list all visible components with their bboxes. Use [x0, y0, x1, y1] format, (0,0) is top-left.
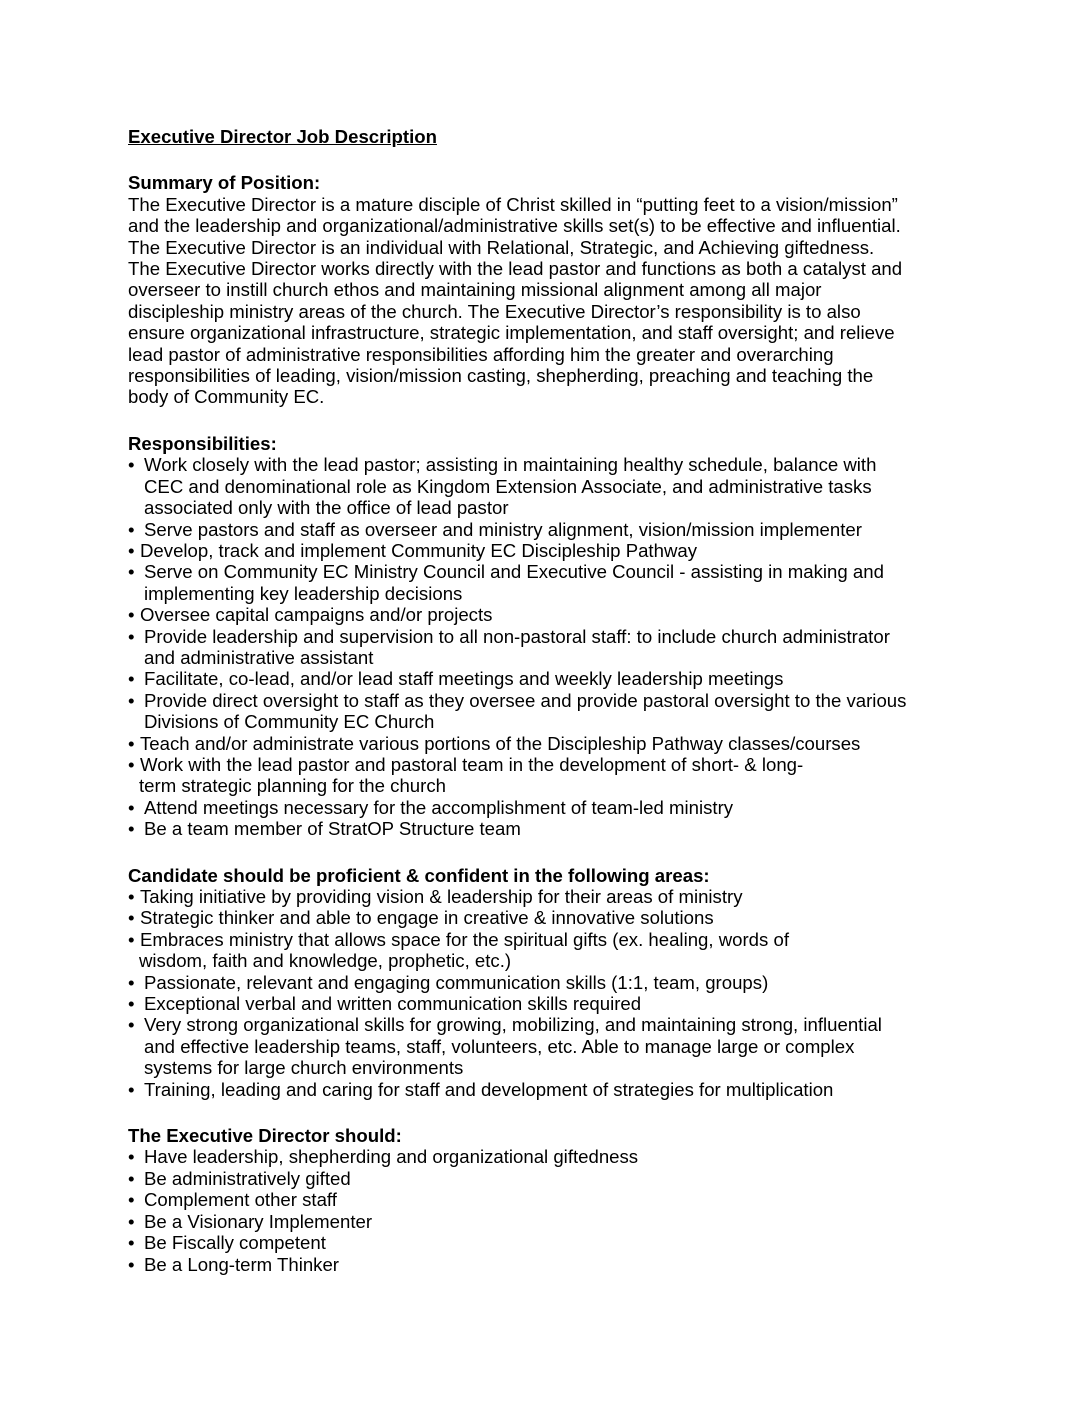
- bullet-continuation-line: [128, 1057, 1028, 1078]
- bullet-text: wisdom, faith and knowledge, prophetic, etc.): [139, 950, 512, 972]
- bullet-icon: •: [128, 1189, 135, 1211]
- bullet-icon: •: [128, 561, 135, 583]
- bullet-continuation-line: [128, 1036, 1028, 1057]
- responsibilities-heading: Responsibilities:: [128, 432, 277, 454]
- bullet-continuation-line: [128, 497, 1028, 518]
- bullet-icon: •: [128, 1146, 135, 1168]
- summary-line: ensure organizational infrastructure, strategic implementation, and staff oversight; and relieve: [128, 322, 895, 344]
- bullet-icon: •: [128, 1167, 135, 1189]
- summary-line: and the leadership and organizational/administrative skills set(s) to be effective and influential.: [128, 215, 901, 237]
- bullet-continuation-line: [128, 647, 1028, 668]
- bullet-text: Passionate, relevant and engaging communication skills (1:1, team, groups): [144, 971, 769, 993]
- bullet-text: Be administratively gifted: [144, 1167, 351, 1189]
- bullet-line: [128, 907, 1028, 928]
- document-page: [128, 126, 1028, 1275]
- responsibilities-item: [128, 733, 1028, 754]
- bullet-icon: •: [128, 518, 135, 540]
- qualities-item: [128, 1211, 1028, 1232]
- bullet-text: Serve on Community EC Ministry Council and Executive Council - assisting in making and: [144, 561, 884, 583]
- bullet-text: Exceptional verbal and written communication skills required: [144, 993, 642, 1015]
- bullet-text: Work with the lead pastor and pastoral team in the development of short- & long-: [140, 753, 804, 775]
- bullet-icon: •: [128, 625, 135, 647]
- bullet-icon: •: [128, 1078, 135, 1100]
- responsibilities-item: [128, 797, 1028, 818]
- bullet-text: Have leadership, shepherding and organizational giftedness: [144, 1146, 639, 1168]
- bullet-icon: •: [128, 971, 135, 993]
- bullet-icon: •: [128, 886, 135, 907]
- bullet-continuation-line: [128, 775, 1028, 796]
- responsibilities-item: [128, 754, 1028, 797]
- bullet-line: [128, 733, 1028, 754]
- qualities-item: [128, 1168, 1028, 1189]
- bullet-line: [128, 1079, 1028, 1100]
- proficiency-item: [128, 1079, 1028, 1100]
- bullet-text: Be a Long-term Thinker: [144, 1253, 339, 1275]
- responsibilities-item: [128, 626, 1028, 669]
- bullet-line: [128, 1014, 1028, 1035]
- bullet-icon: •: [128, 668, 135, 690]
- responsibilities-item: [128, 454, 1028, 518]
- bullet-icon: •: [128, 928, 135, 950]
- qualities-heading: The Executive Director should:: [128, 1125, 402, 1147]
- summary-line: discipleship ministry areas of the church. The Executive Director’s responsibility is to also: [128, 300, 861, 322]
- proficiency-item: [128, 1014, 1028, 1078]
- bullet-continuation-line: [128, 711, 1028, 732]
- responsibilities-item: [128, 604, 1028, 625]
- bullet-icon: •: [128, 818, 135, 840]
- responsibilities-item: [128, 668, 1028, 689]
- bullet-text: and effective leadership teams, staff, volunteers, etc. Able to manage large or complex: [144, 1035, 855, 1057]
- bullet-text: implementing key leadership decisions: [144, 582, 463, 604]
- bullet-text: Facilitate, co-lead, and/or lead staff meetings and weekly leadership meetings: [144, 668, 784, 690]
- bullet-icon: •: [128, 732, 135, 754]
- bullet-line: [128, 1146, 1028, 1167]
- bullet-text: Attend meetings necessary for the accomplishment of team-led ministry: [144, 796, 734, 818]
- bullet-text: and administrative assistant: [144, 646, 374, 668]
- bullet-icon: •: [128, 604, 135, 626]
- bullet-line: [128, 1254, 1028, 1275]
- bullet-text: Training, leading and caring for staff and development of strategies for multiplication: [144, 1078, 834, 1100]
- proficiency-item: [128, 907, 1028, 928]
- bullet-icon: •: [128, 796, 135, 818]
- bullet-line: [128, 454, 1028, 475]
- bullet-icon: •: [128, 907, 135, 929]
- bullet-line: [128, 886, 1028, 907]
- bullet-text: Oversee capital campaigns and/or projects: [140, 604, 493, 626]
- bullet-line: [128, 604, 1028, 625]
- bullet-icon: •: [128, 1014, 135, 1036]
- bullet-icon: •: [128, 1253, 135, 1275]
- proficiency-item: [128, 993, 1028, 1014]
- bullet-icon: •: [128, 1232, 135, 1254]
- responsibilities-item: [128, 561, 1028, 604]
- bullet-line: [128, 929, 1028, 950]
- bullet-text: Divisions of Community EC Church: [144, 711, 435, 733]
- bullet-line: [128, 626, 1028, 647]
- responsibilities-section: [128, 433, 1028, 840]
- bullet-line: [128, 754, 1028, 775]
- bullet-text: Very strong organizational skills for growing, mobilizing, and maintaining strong, influential: [144, 1014, 882, 1036]
- bullet-text: Develop, track and implement Community EC Discipleship Pathway: [140, 539, 698, 561]
- bullet-line: [128, 668, 1028, 689]
- responsibilities-item: [128, 690, 1028, 733]
- proficiency-heading: Candidate should be proficient & confident in the following areas:: [128, 864, 710, 886]
- bullet-line: [128, 1211, 1028, 1232]
- qualities-item: [128, 1189, 1028, 1210]
- bullet-line: [128, 972, 1028, 993]
- bullet-icon: •: [128, 689, 135, 711]
- bullet-line: [128, 1232, 1028, 1253]
- bullet-text: Embraces ministry that allows space for the spiritual gifts (ex. healing, words of: [140, 928, 789, 950]
- bullet-icon: •: [128, 993, 135, 1015]
- bullet-line: [128, 797, 1028, 818]
- bullet-icon: •: [128, 1210, 135, 1232]
- bullet-icon: •: [128, 454, 135, 476]
- qualities-section: [128, 1125, 1028, 1275]
- qualities-item: [128, 1146, 1028, 1167]
- bullet-text: Serve pastors and staff as overseer and ministry alignment, vision/mission implementer: [144, 518, 862, 540]
- bullet-line: [128, 540, 1028, 561]
- document-title: Executive Director Job Description: [128, 126, 437, 147]
- bullet-text: Provide leadership and supervision to all non-pastoral staff: to include church administrator: [144, 625, 890, 647]
- bullet-text: Taking initiative by providing vision & leadership for their areas of ministry: [140, 886, 743, 907]
- qualities-list: [128, 1146, 1028, 1274]
- bullet-text: Complement other staff: [144, 1189, 337, 1211]
- bullet-text: Be a Visionary Implementer: [144, 1210, 373, 1232]
- bullet-text: Provide direct oversight to staff as they oversee and provide pastoral oversight to the various: [144, 689, 907, 711]
- bullet-line: [128, 818, 1028, 839]
- bullet-continuation-line: [128, 950, 1028, 971]
- summary-heading: Summary of Position:: [128, 172, 321, 194]
- bullet-line: [128, 690, 1028, 711]
- summary-line: lead pastor of administrative responsibilities affording him the greater and overarching: [128, 343, 834, 365]
- qualities-item: [128, 1232, 1028, 1253]
- proficiency-list: [128, 886, 1028, 1100]
- responsibilities-list: [128, 454, 1028, 839]
- bullet-line: [128, 993, 1028, 1014]
- bullet-text: Work closely with the lead pastor; assisting in maintaining healthy schedule, balance with: [144, 454, 877, 476]
- bullet-text: associated only with the office of lead pastor: [144, 497, 509, 519]
- summary-line: The Executive Director is an individual with Relational, Strategic, and Achieving giftedness.: [128, 236, 875, 258]
- responsibilities-item: [128, 818, 1028, 839]
- bullet-text: Be a team member of StratOP Structure team: [144, 818, 521, 840]
- bullet-continuation-line: [128, 476, 1028, 497]
- proficiency-item: [128, 929, 1028, 972]
- qualities-item: [128, 1254, 1028, 1275]
- bullet-text: term strategic planning for the church: [139, 775, 446, 797]
- bullet-line: [128, 1189, 1028, 1210]
- bullet-text: CEC and denominational role as Kingdom Extension Associate, and administrative tasks: [144, 475, 872, 497]
- proficiency-item: [128, 972, 1028, 993]
- summary-line: body of Community EC.: [128, 386, 325, 408]
- responsibilities-item: [128, 519, 1028, 540]
- bullet-text: systems for large church environments: [144, 1057, 464, 1079]
- summary-line: The Executive Director is a mature disciple of Christ skilled in “putting feet to a vision/mission”: [128, 193, 898, 215]
- summary-line: responsibilities of leading, vision/mission casting, shepherding, preaching and teaching the: [128, 365, 874, 387]
- bullet-line: [128, 561, 1028, 582]
- bullet-text: Teach and/or administrate various portions of the Discipleship Pathway classes/courses: [140, 732, 861, 754]
- summary-line: The Executive Director works directly with the lead pastor and functions as both a catalyst and: [128, 258, 903, 280]
- proficiency-item: [128, 886, 1028, 907]
- proficiency-section: [128, 865, 1028, 1100]
- summary-body: [128, 194, 1028, 408]
- bullet-icon: •: [128, 753, 135, 775]
- bullet-icon: •: [128, 539, 135, 561]
- bullet-text: Strategic thinker and able to engage in creative & innovative solutions: [140, 907, 714, 929]
- bullet-line: [128, 1168, 1028, 1189]
- bullet-continuation-line: [128, 583, 1028, 604]
- bullet-line: [128, 519, 1028, 540]
- responsibilities-item: [128, 540, 1028, 561]
- summary-section: [128, 172, 1028, 407]
- summary-line: overseer to instill church ethos and maintaining missional alignment among all major: [128, 279, 822, 301]
- bullet-text: Be Fiscally competent: [144, 1232, 326, 1254]
